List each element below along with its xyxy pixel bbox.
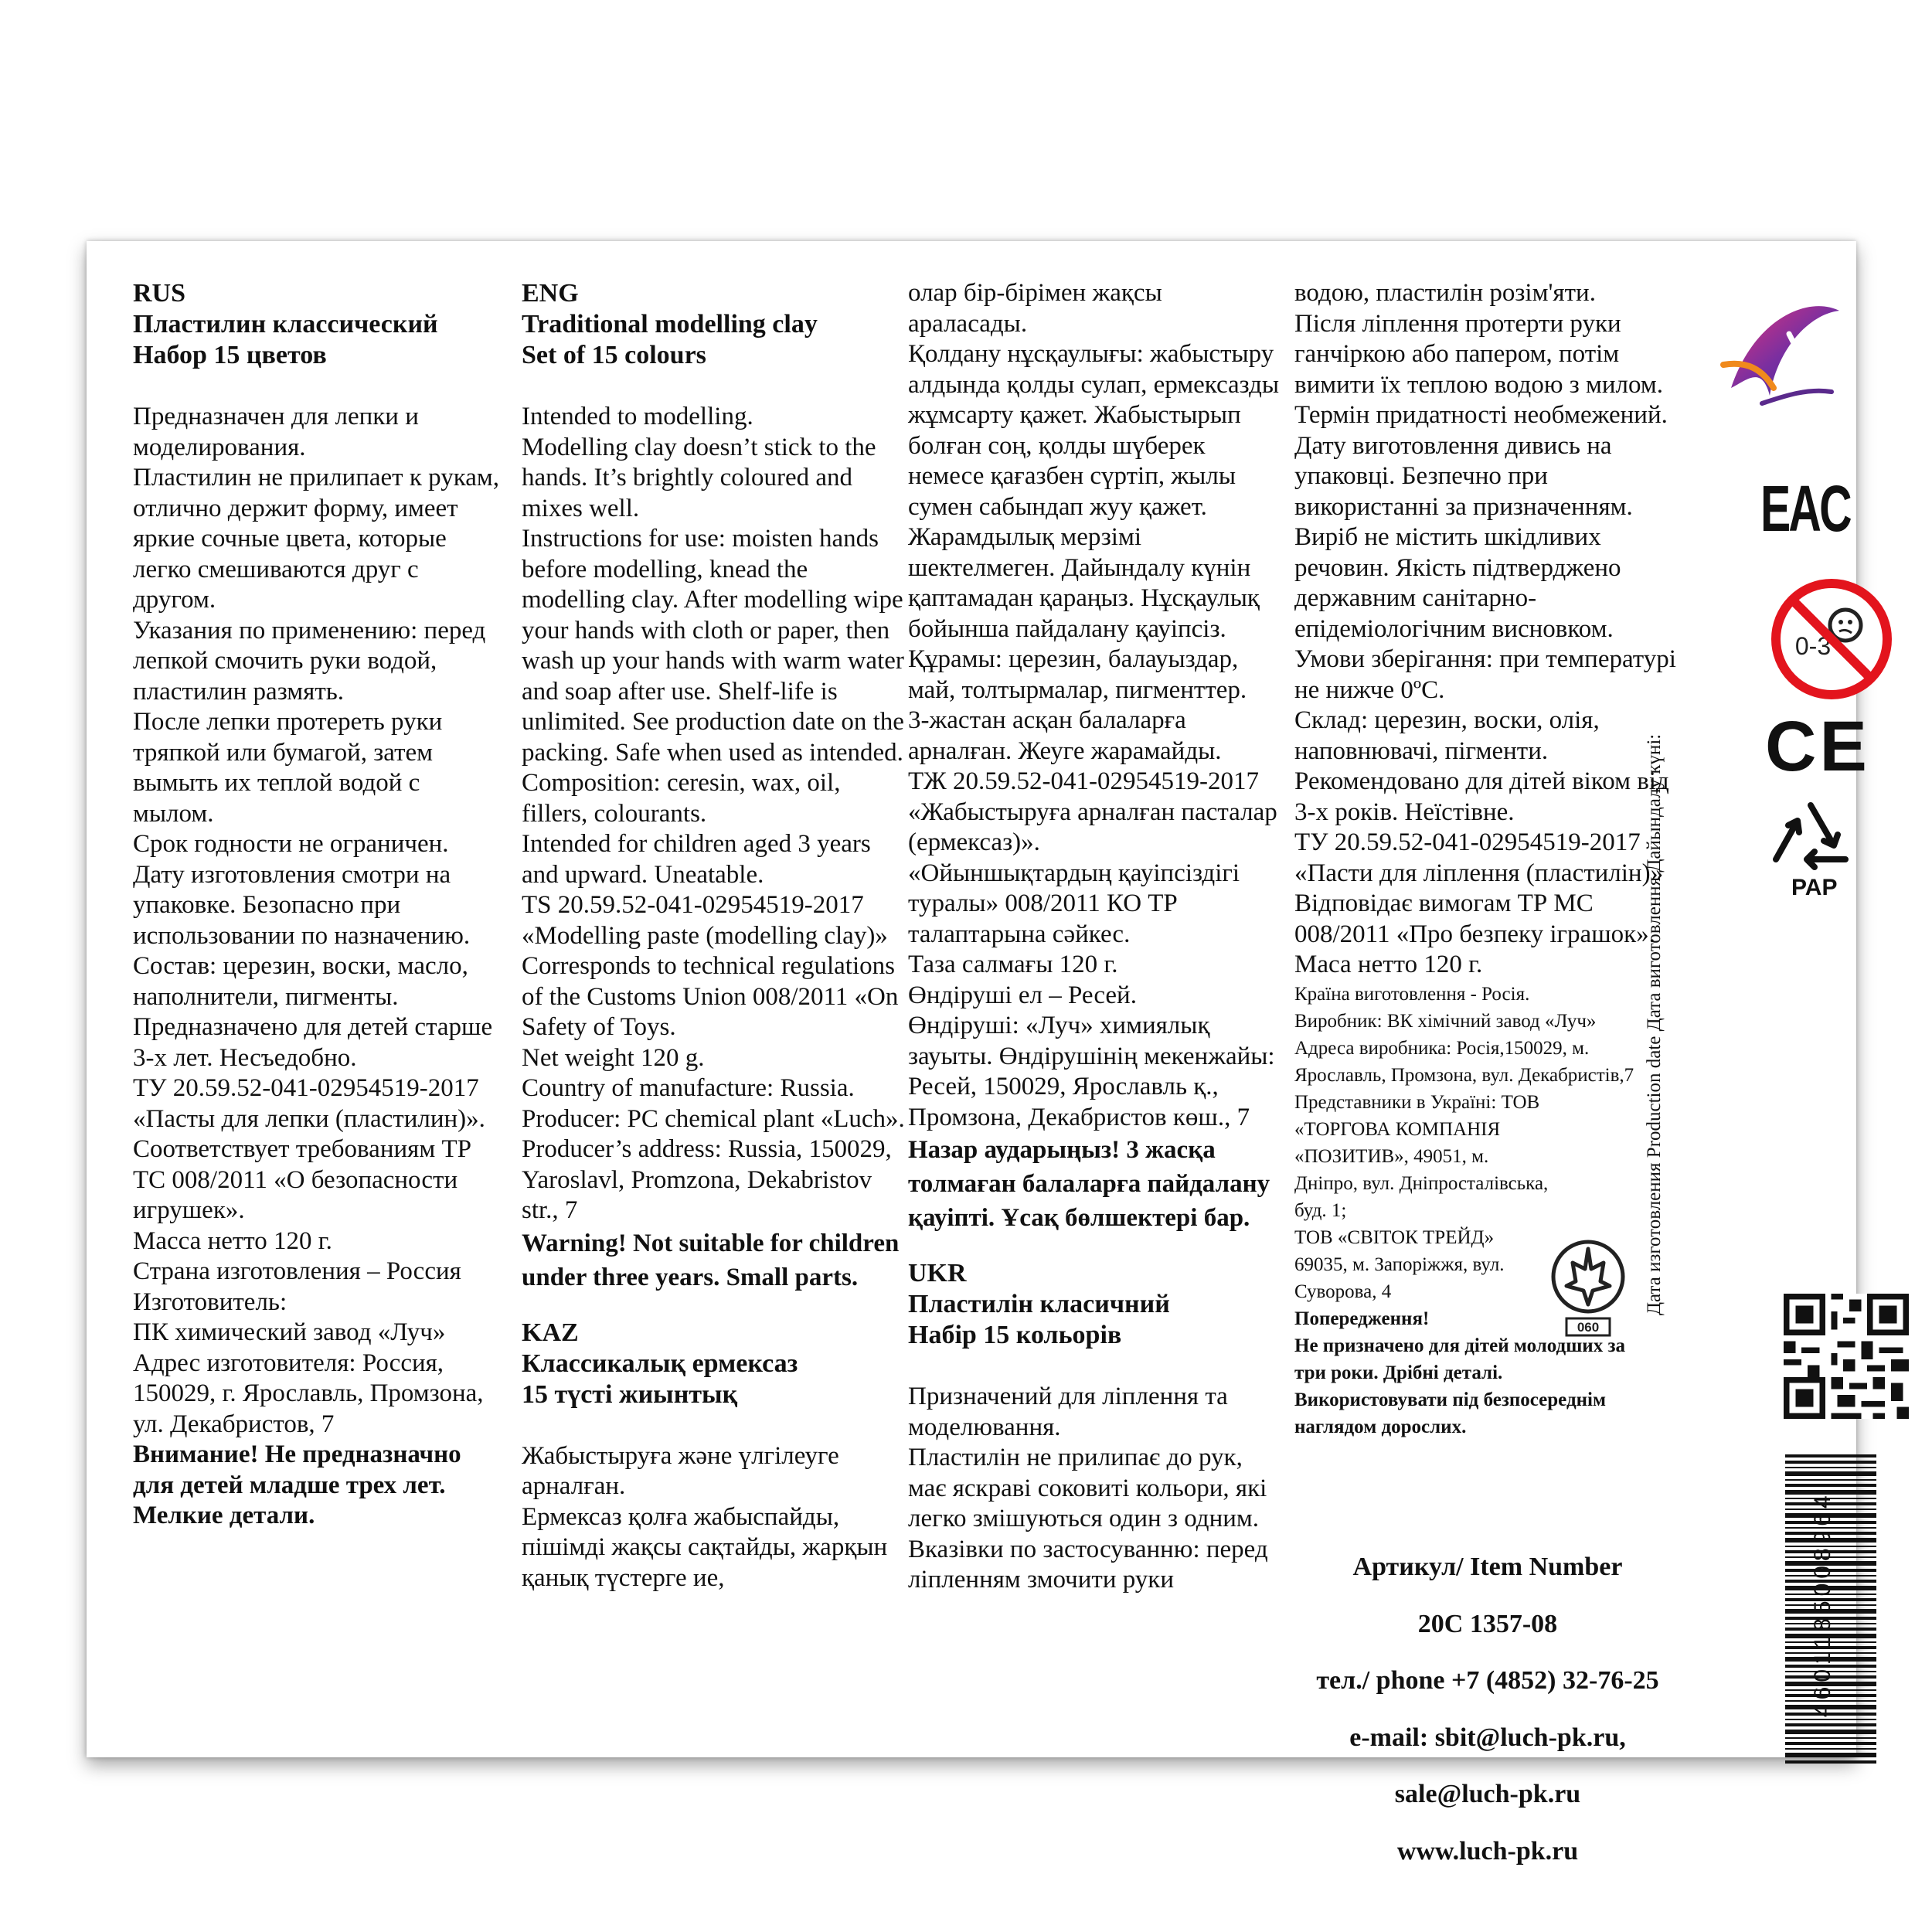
eng-line: Producer: PC chemical plant «Luch». Producer’s address: Russia, 150029, Yaroslavl, Promzona, Dekabristov str., 7: [522, 1104, 905, 1224]
rus-line: Адрес изготовителя: Россия, 150029, г. Ярославль, Промзона, ул. Декабристов, 7: [133, 1349, 484, 1438]
ukr-title: Пластилін класичний: [908, 1290, 1170, 1318]
ukr-line: Рекомендовано для дітей віком від 3-х років. Неїстівне.: [1294, 767, 1669, 826]
pap-label: PAP: [1791, 875, 1838, 900]
rus-line: Пластилин не прилипает к рукам, отлично держит форму, имеет яркие сочные цвета, которые легко смешиваются друг с другом.: [133, 464, 500, 614]
column-kaz: [908, 278, 1287, 1596]
contacts-block: [1294, 1526, 1681, 1893]
rus-line: Состав: церезин, воски, масло, наполнители, пигменты.: [133, 952, 468, 1011]
kaz-line: Жарамдылық мерзімі шектелмеген. Дайындалу күнін қаптамадан қараңыз. Нұсқаулық бойынша пайдалану қауіпсіз.: [908, 523, 1260, 643]
ukr-small-line: Адреса виробника: Росія,150029, м. Ярославль, Промзона, вул. Декабристів,7: [1294, 1037, 1634, 1086]
ukr-mark-code: 060: [1577, 1320, 1600, 1335]
ukr-lang: UKR: [908, 1259, 967, 1287]
ukr-warning-title: Попередження!: [1294, 1308, 1430, 1329]
ukr-line: Склад: церезин, воски, олія, наповнювачі, пігменти.: [1294, 706, 1600, 765]
item-code: 20С 1357-08: [1417, 1609, 1558, 1638]
kaz-subtitle: 15 түсті жиынтық: [522, 1379, 738, 1409]
kaz-line: ТЖ 20.59.52-041-02954519-2017 «Жабыстыруға арналған пасталар (ермексаз)».: [908, 767, 1277, 856]
rus-line: Срок годности не ограничен.: [133, 830, 449, 858]
ukr-line: водою, пластилін розім'яти.: [1294, 279, 1596, 307]
rus-line: Указания по применению: перед лепкой смочить руки водой, пластилин размять.: [133, 616, 486, 706]
ukr-line: Призначений для ліплення та моделювання.: [908, 1383, 1228, 1441]
rus-line: Изготовитель:: [133, 1287, 287, 1316]
ukr-conformity-mark-icon: [1549, 1238, 1627, 1338]
eng-line: Corresponds to technical regulations of the Customs Union 008/2011 «On Safety of Toys.: [522, 952, 899, 1041]
rus-lang: RUS: [133, 279, 186, 308]
rus-line: После лепки протереть руки тряпкой или бумагой, затем вымыть их теплой водой с мылом.: [133, 708, 443, 828]
eng-title: Traditional modelling clay: [522, 310, 818, 338]
ce-icon: CE: [1765, 707, 1870, 786]
rus-warning: Внимание! Не предназначно для детей младше трех лет. Мелкие детали.: [133, 1440, 461, 1529]
rus-line: Дату изготовления смотри на упаковке. Безопасно при использовании по назначению.: [133, 860, 471, 950]
kaz-line: Қолдану нұсқаулығы: жабыстыру алдында қолды сулап, ермексазды жұмсарту қажет. Жабыстырып болған соң, қолды шүберек немесе қағазбен сүртіп, жылы сумен сабындап жуу қажет.: [908, 340, 1280, 521]
kaz-line: Құрамы: церезин, балауыздар, май, толтырмалар, пигменттер.: [908, 645, 1247, 704]
rus-line: Страна изготовления – Россия: [133, 1257, 461, 1285]
ukr-small-line: Представники в Україні: ТОВ «ТОРГОВА КОМПАНІЯ «ПОЗИТИВ», 49051, м. Дніпро, вул. Дніпросталівська, буд. 1;: [1294, 1091, 1549, 1221]
kaz-title: Классикалық ермексаз: [522, 1349, 798, 1378]
email-sale: sale@luch-pk.ru: [1394, 1780, 1581, 1808]
website: www.luch-pk.ru: [1396, 1836, 1579, 1866]
eng-line: Intended to modelling.: [522, 403, 753, 430]
rus-line: Предназначен для лепки и моделирования.: [133, 403, 419, 461]
eng-line: Instructions for use: moisten hands before modelling, knead the modelling clay. After modelling wipe your hands with cloth or paper, then wash up your hands with warm water and soap after use. Shelf-life is unlimited. See production date on the packing. Safe when used as intended.: [522, 525, 904, 767]
ukr-small-line: Виробник: ВК хімічний завод «Луч»: [1294, 1010, 1597, 1032]
eng-line: Modelling clay doesn’t stick to the hands. It’s brightly coloured and mixes well.: [522, 433, 876, 522]
ukr-line: Умови зберігання: при температурі не нижче 0ºС.: [1294, 645, 1676, 704]
kaz-line: «Ойыншықтардың қауіпсіздігі туралы» 008/2011 КО ТР талаптарына сәйкес.: [908, 859, 1240, 948]
eac-icon: EAC: [1760, 472, 1850, 545]
ukr-small-line: Країна виготовлення - Росія.: [1294, 983, 1530, 1005]
eng-line: Country of manufacture: Russia.: [522, 1074, 855, 1102]
rus-line: ТУ 20.59.52-041-02954519-2017 «Пасты для лепки (пластилин)».: [133, 1074, 485, 1133]
qr-code-icon: [1784, 1294, 1909, 1419]
eng-line: TS 20.59.52-041-02954519-2017: [522, 891, 864, 919]
ukr-line: Вказівки по застосуванню: перед ліпленням змочити руки: [908, 1535, 1268, 1594]
email: e-mail: sbit@luch-pk.ru,: [1349, 1723, 1626, 1752]
kaz-line: Өндіруші ел – Ресей.: [908, 981, 1137, 1009]
barcode-number: 4601185008964: [1810, 1491, 1835, 1717]
eng-line: Composition: ceresin, wax, oil, fillers, colourants.: [522, 769, 841, 828]
kaz-warning: Назар аударыңыз! 3 жасқа толмаған балаларға пайдалану қауіпті. Ұсақ бөлшектері бар.: [908, 1136, 1270, 1232]
kaz-line: Өндіруші: «Луч» химиялық зауыты. Өндірушінің мекенжайы: Ресей, 150029, Ярославль қ., Промзона, Декабристов көш., 7: [908, 1012, 1275, 1131]
ukr-small-line: ТОВ «СВІТОК ТРЕЙД» 69035, м. Запоріжжя, вул. Суворова, 4: [1294, 1226, 1505, 1302]
kaz-line: олар бір-бірімен жақсы араласады.: [908, 279, 1162, 338]
eng-line: Net weight 120 g.: [522, 1043, 705, 1072]
kaz-line: 3-жастан асқан балаларға арналған. Жеуге жарамайды.: [908, 706, 1222, 765]
phone: тел./ phone +7 (4852) 32-76-25: [1316, 1666, 1659, 1695]
eng-warning: Warning! Not suitable for children under three years. Small parts.: [522, 1229, 900, 1291]
eng-line: Intended for children aged 3 years and upward. Uneatable.: [522, 830, 871, 889]
ukr-line: Маса нетто 120 г.: [1294, 951, 1483, 978]
eng-lang: ENG: [522, 279, 579, 308]
ukr-small-block: [1294, 981, 1658, 1440]
kaz-lang: KAZ: [522, 1318, 579, 1347]
column-rus: [133, 278, 504, 1532]
ukr-line: ТУ 20.59.52-041-02954519-2017 «Пасти для ліплення (пластилін)»: [1294, 828, 1664, 887]
item-number-label: Артикул/ Item Number: [1352, 1553, 1623, 1581]
package-back-panel: [87, 241, 1870, 1866]
ukr-line: Після ліплення протерти руки ганчіркою або папером, потім вимити їх теплою водою з милом. Термін придатності необмежений. Дату виготовлення дивись на упаковці. Безпечно при використанні за призначенням. Виріб не містить шкідливих речовин. Якість підтверджено державним санітарно-епідеміологічним висновком.: [1294, 309, 1668, 643]
rus-title: Пластилин классический: [133, 310, 438, 338]
ukr-warning: Не призначено для дітей молодших за три роки. Дрібні деталі. Використовувати під безпосереднім наглядом дорослих.: [1294, 1335, 1626, 1437]
age-label: 0-3: [1794, 632, 1832, 660]
ukr-line: Відповідає вимогам ТР МС 008/2011 «Про безпеку іграшок».: [1294, 889, 1655, 948]
barcode-icon: [1785, 1454, 1901, 1764]
rus-line: Масса нетто 120 г.: [133, 1226, 332, 1255]
age-restriction-icon: [1770, 577, 1893, 705]
eng-subtitle: Set of 15 colours: [522, 341, 706, 369]
rus-line: Предназначено для детей старше 3-х лет. Несъедобно.: [133, 1013, 493, 1072]
eng-line: «Modelling paste (modelling clay)»: [522, 921, 888, 950]
column-eng: [522, 278, 908, 1594]
kaz-line: Ермексаз қолға жабыспайды, пішімді жақсы сақтайды, жарқын қанық түстерге ие,: [522, 1502, 888, 1592]
kaz-line: Жабыстыруға және үлгілеуге арналған.: [522, 1441, 839, 1500]
rus-line: Соответствует требованиям ТР ТС 008/2011 «О безопасности игрушек».: [133, 1135, 471, 1224]
luch-logo-icon: [1716, 287, 1847, 415]
production-date-label: Дата изготовления Production date Дата виготовлення Дайындалу күні:: [1644, 733, 1665, 1315]
kaz-line: Таза салмағы 120 г.: [908, 951, 1118, 978]
ukr-line: Пластилін не прилипає до рук, має яскраві соковиті кольори, які легко змішуються один з одним.: [908, 1444, 1267, 1532]
ukr-subtitle: Набір 15 кольорів: [908, 1321, 1122, 1349]
rus-line: ПК химический завод «Луч»: [133, 1318, 446, 1346]
rus-subtitle: Набор 15 цветов: [133, 341, 327, 369]
